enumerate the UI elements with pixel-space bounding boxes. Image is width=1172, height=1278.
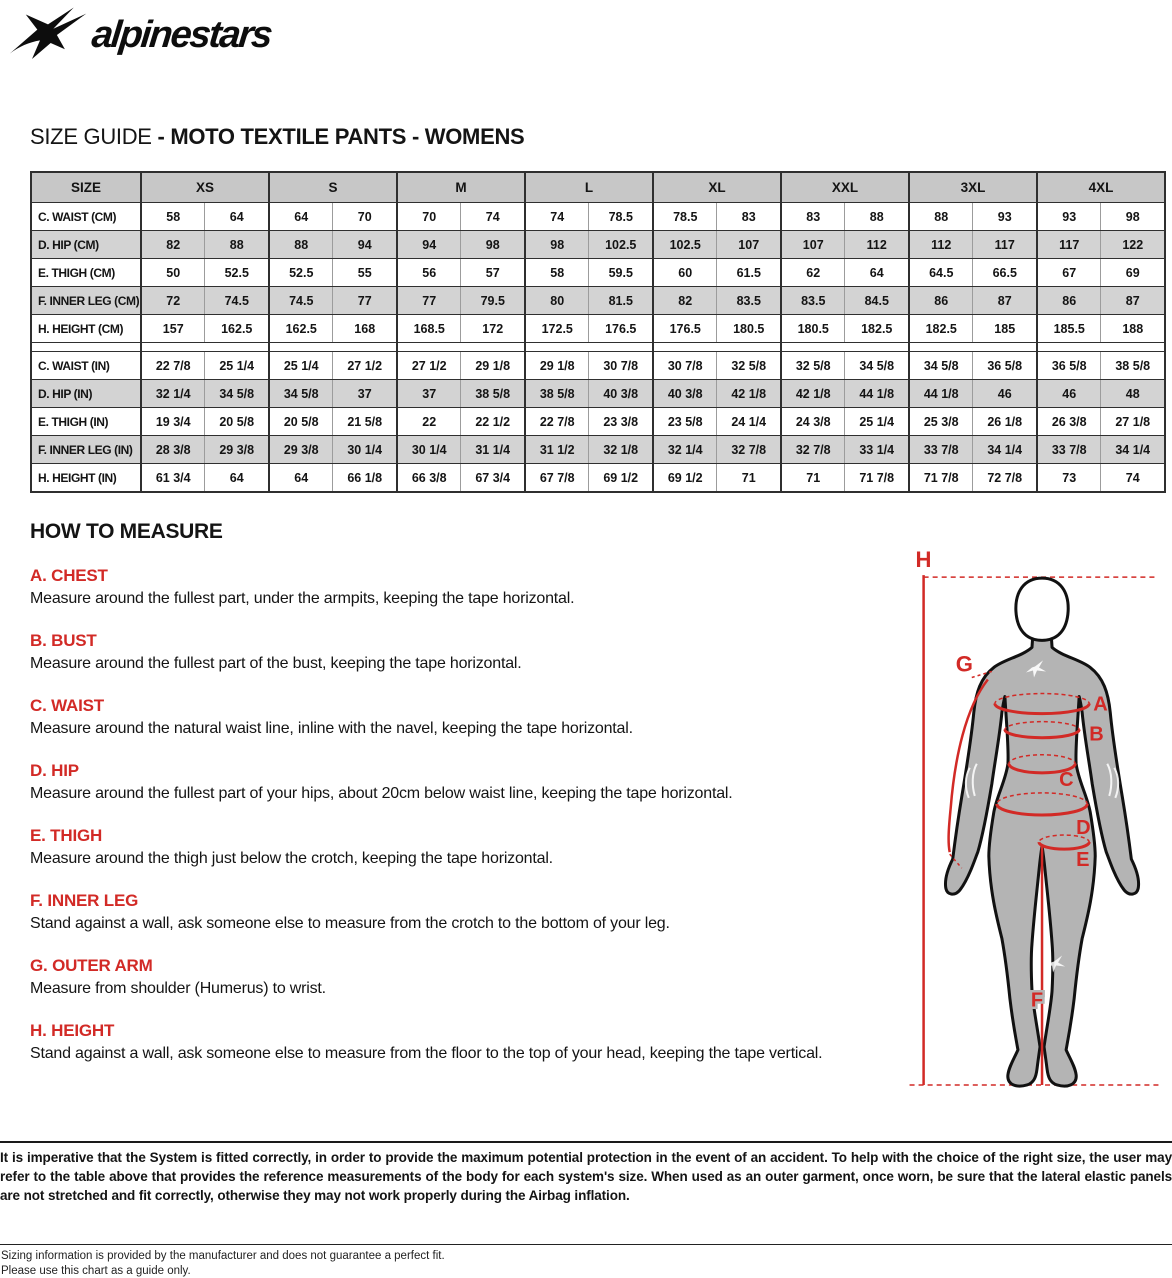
value-cell: 33 7/8 [909,436,973,464]
value-cell: 83 [781,203,845,231]
measure-item-label: H. HEIGHT [30,1021,115,1040]
divider-line-top [0,1141,1172,1143]
gap-cell [269,343,397,352]
value-cell: 30 1/4 [397,436,461,464]
gap-cell [781,343,909,352]
value-cell: 64 [845,259,909,287]
value-cell: 32 1/4 [141,380,205,408]
value-cell: 83.5 [717,287,781,315]
measure-item-label: F. INNER LEG [30,891,139,910]
figure-label-h: H [915,547,932,573]
value-cell: 80 [525,287,589,315]
value-cell: 64.5 [909,259,973,287]
fit-disclaimer: It is imperative that the System is fitted correctly, in order to provide the maximum potential protection in the event of an accident. To help with the choice of the right size, the user may refer to the table above that provides the reference measurements of the body for each system's size. When used as an outer garment, once worn, be sure that the lateral elastic panels are not stretched and fit correctly, otherwise they may not work properly during the Airbag inflation. [0,1150,1172,1204]
value-cell: 25 3/8 [909,408,973,436]
value-cell: 67 7/8 [525,464,589,493]
value-cell: 32 5/8 [717,352,781,380]
value-cell: 27 1/2 [397,352,461,380]
brand-logo [8,4,271,66]
measure-item-text: Measure around the thigh just below the crotch, keeping the tape horizontal. [30,850,553,867]
value-cell: 87 [973,287,1037,315]
figure-label-d: D [1076,817,1091,840]
size-table-header-row [31,172,1165,203]
row-label-cell: H. HEIGHT (CM) [31,315,141,343]
figure-label-e: E [1076,849,1090,872]
value-cell: 30 1/4 [333,436,397,464]
value-cell: 28 3/8 [141,436,205,464]
gap-cell [141,343,269,352]
value-cell: 29 3/8 [205,436,269,464]
figure-label-a: A [1093,693,1108,716]
value-cell: 72 [141,287,205,315]
value-cell: 185 [973,315,1037,343]
value-cell: 33 7/8 [1037,436,1101,464]
row-label-cell: E. THIGH (IN) [31,408,141,436]
value-cell: 27 1/2 [333,352,397,380]
measure-item [30,1021,912,1063]
value-cell: 34 1/4 [973,436,1037,464]
value-cell: 162.5 [269,315,333,343]
value-cell: 44 1/8 [845,380,909,408]
value-cell: 36 5/8 [973,352,1037,380]
value-cell: 34 5/8 [205,380,269,408]
value-cell: 27 1/8 [1101,408,1165,436]
value-cell: 26 3/8 [1037,408,1101,436]
value-cell: 83 [717,203,781,231]
gap-cell [397,343,525,352]
value-cell: 157 [141,315,205,343]
measure-item [30,696,912,738]
value-cell: 93 [1037,203,1101,231]
size-table [30,171,1166,493]
size-column-header: XXL [781,172,909,203]
value-cell: 44 1/8 [909,380,973,408]
value-cell: 98 [525,231,589,259]
value-cell: 72 7/8 [973,464,1037,493]
value-cell: 38 5/8 [461,380,525,408]
value-cell: 32 1/8 [589,436,653,464]
value-cell: 78.5 [653,203,717,231]
value-cell: 71 7/8 [845,464,909,493]
size-column-header: S [269,172,397,203]
gap-cell [525,343,653,352]
value-cell: 48 [1101,380,1165,408]
value-cell: 74 [525,203,589,231]
value-cell: 107 [717,231,781,259]
value-cell: 102.5 [653,231,717,259]
value-cell: 172.5 [525,315,589,343]
value-cell: 172 [461,315,525,343]
value-cell: 57 [461,259,525,287]
measure-item-label: C. WAIST [30,696,104,715]
value-cell: 176.5 [653,315,717,343]
gap-cell [653,343,781,352]
value-cell: 74.5 [205,287,269,315]
value-cell: 29 3/8 [269,436,333,464]
measure-item [30,891,912,933]
table-row [31,259,1165,287]
value-cell: 22 [397,408,461,436]
value-cell: 32 7/8 [717,436,781,464]
size-column-header: XS [141,172,269,203]
measure-item-text: Measure around the fullest part of your hips, about 20cm below waist line, keeping the tape horizontal. [30,785,733,802]
how-to-measure-items [30,566,912,1086]
value-cell: 176.5 [589,315,653,343]
value-cell: 23 3/8 [589,408,653,436]
table-row [31,380,1165,408]
value-cell: 74 [461,203,525,231]
brand-name: alpinestars [89,13,273,56]
table-row [31,315,1165,343]
measure-item-text: Measure from shoulder (Humerus) to wrist. [30,980,326,997]
value-cell: 71 7/8 [909,464,973,493]
value-cell: 84.5 [845,287,909,315]
value-cell: 71 [781,464,845,493]
value-cell: 81.5 [589,287,653,315]
gap-cell [909,343,1037,352]
value-cell: 88 [909,203,973,231]
measure-item-label: E. THIGH [30,826,103,845]
value-cell: 98 [1101,203,1165,231]
value-cell: 62 [781,259,845,287]
table-row [31,464,1165,493]
value-cell: 30 7/8 [589,352,653,380]
value-cell: 112 [845,231,909,259]
value-cell: 78.5 [589,203,653,231]
value-cell: 162.5 [205,315,269,343]
body-diagram-icon [903,545,1167,1097]
value-cell: 26 1/8 [973,408,1037,436]
table-row [31,231,1165,259]
value-cell: 82 [653,287,717,315]
measure-item-label: D. HIP [30,761,79,780]
value-cell: 46 [1037,380,1101,408]
value-cell: 42 1/8 [781,380,845,408]
row-label-cell: F. INNER LEG (IN) [31,436,141,464]
value-cell: 34 5/8 [845,352,909,380]
figure-label-g: G [955,651,973,677]
value-cell: 64 [269,203,333,231]
gap-cell [1037,343,1165,352]
value-cell: 59.5 [589,259,653,287]
value-cell: 31 1/4 [461,436,525,464]
footer-note [1,1249,445,1278]
value-cell: 58 [525,259,589,287]
value-cell: 22 7/8 [525,408,589,436]
page-title-main: - MOTO TEXTILE PANTS - WOMENS [157,124,525,149]
value-cell: 24 1/4 [717,408,781,436]
footer-line-1: Sizing information is provided by the manufacturer and does not guarantee a perfect fit. [1,1250,445,1262]
value-cell: 22 7/8 [141,352,205,380]
value-cell: 182.5 [845,315,909,343]
size-column-header: M [397,172,525,203]
value-cell: 40 3/8 [653,380,717,408]
row-label-cell: D. HIP (IN) [31,380,141,408]
measure-item-label: A. CHEST [30,566,108,585]
value-cell: 180.5 [781,315,845,343]
value-cell: 52.5 [269,259,333,287]
measure-item-text: Stand against a wall, ask someone else to measure from the crotch to the bottom of your leg. [30,915,670,932]
value-cell: 98 [461,231,525,259]
value-cell: 66 3/8 [397,464,461,493]
value-cell: 37 [333,380,397,408]
value-cell: 117 [1037,231,1101,259]
measure-item [30,956,912,998]
value-cell: 30 7/8 [653,352,717,380]
page-title [30,124,524,150]
value-cell: 74.5 [269,287,333,315]
value-cell: 182.5 [909,315,973,343]
measure-item-text: Stand against a wall, ask someone else to measure from the floor to the top of your head, keeping the tape vertical. [30,1045,823,1062]
value-cell: 22 1/2 [461,408,525,436]
value-cell: 52.5 [205,259,269,287]
footer-line-2: Please use this chart as a guide only. [1,1264,191,1277]
figure-label-b: B [1089,723,1104,746]
value-cell: 31 1/2 [525,436,589,464]
value-cell: 117 [973,231,1037,259]
value-cell: 73 [1037,464,1101,493]
value-cell: 25 1/4 [269,352,333,380]
head-outline [1016,578,1068,640]
value-cell: 64 [205,203,269,231]
value-cell: 67 [1037,259,1101,287]
value-cell: 20 5/8 [205,408,269,436]
how-to-measure-heading: HOW TO MEASURE [30,520,223,543]
value-cell: 32 1/4 [653,436,717,464]
value-cell: 20 5/8 [269,408,333,436]
measure-item-text: Measure around the fullest part, under the armpits, keeping the tape horizontal. [30,590,575,607]
value-cell: 56 [397,259,461,287]
size-column-header: 4XL [1037,172,1165,203]
value-cell: 38 5/8 [525,380,589,408]
value-cell: 79.5 [461,287,525,315]
value-cell: 74 [1101,464,1165,493]
value-cell: 58 [141,203,205,231]
row-label-cell: F. INNER LEG (CM) [31,287,141,315]
divider-line-bottom [0,1244,1172,1245]
value-cell: 69 1/2 [589,464,653,493]
row-label-cell: E. THIGH (CM) [31,259,141,287]
value-cell: 188 [1101,315,1165,343]
value-cell: 61.5 [717,259,781,287]
row-label-cell: H. HEIGHT (IN) [31,464,141,493]
value-cell: 60 [653,259,717,287]
table-row [31,287,1165,315]
value-cell: 24 3/8 [781,408,845,436]
value-cell: 66.5 [973,259,1037,287]
size-column-header: XL [653,172,781,203]
value-cell: 168 [333,315,397,343]
figure-label-f: F [1030,989,1044,1012]
value-cell: 55 [333,259,397,287]
value-cell: 93 [973,203,1037,231]
table-gap-row [31,343,1165,352]
value-cell: 67 3/4 [461,464,525,493]
value-cell: 94 [333,231,397,259]
value-cell: 107 [781,231,845,259]
value-cell: 64 [205,464,269,493]
value-cell: 34 5/8 [909,352,973,380]
measure-item [30,826,912,868]
value-cell: 34 1/4 [1101,436,1165,464]
alpinestars-star-icon [8,4,88,66]
value-cell: 122 [1101,231,1165,259]
value-cell: 94 [397,231,461,259]
value-cell: 40 3/8 [589,380,653,408]
row-label-cell: C. WAIST (CM) [31,203,141,231]
measure-item-text: Measure around the fullest part of the bust, keeping the tape horizontal. [30,655,522,672]
value-cell: 23 5/8 [653,408,717,436]
value-cell: 86 [1037,287,1101,315]
value-cell: 21 5/8 [333,408,397,436]
value-cell: 185.5 [1037,315,1101,343]
value-cell: 36 5/8 [1037,352,1101,380]
value-cell: 70 [397,203,461,231]
size-column-header: 3XL [909,172,1037,203]
table-row [31,203,1165,231]
value-cell: 86 [909,287,973,315]
value-cell: 71 [717,464,781,493]
value-cell: 82 [141,231,205,259]
measure-item [30,566,912,608]
value-cell: 64 [269,464,333,493]
value-cell: 88 [205,231,269,259]
value-cell: 88 [845,203,909,231]
value-cell: 25 1/4 [845,408,909,436]
value-cell: 168.5 [397,315,461,343]
value-cell: 33 1/4 [845,436,909,464]
value-cell: 87 [1101,287,1165,315]
row-label-cell: D. HIP (CM) [31,231,141,259]
table-row [31,352,1165,380]
measurement-figure [903,545,1167,1097]
table-row [31,408,1165,436]
value-cell: 32 5/8 [781,352,845,380]
value-cell: 38 5/8 [1101,352,1165,380]
measure-item [30,761,912,803]
value-cell: 25 1/4 [205,352,269,380]
value-cell: 32 7/8 [781,436,845,464]
measure-item-label: B. BUST [30,631,97,650]
value-cell: 61 3/4 [141,464,205,493]
value-cell: 112 [909,231,973,259]
table-row [31,436,1165,464]
measure-item-label: G. OUTER ARM [30,956,153,975]
value-cell: 69 1/2 [653,464,717,493]
row-label-cell: C. WAIST (IN) [31,352,141,380]
value-cell: 29 1/8 [461,352,525,380]
measure-item-text: Measure around the natural waist line, inline with the navel, keeping the tape horizontal. [30,720,633,737]
size-table-corner-header: SIZE [31,172,141,203]
value-cell: 46 [973,380,1037,408]
value-cell: 42 1/8 [717,380,781,408]
value-cell: 66 1/8 [333,464,397,493]
value-cell: 29 1/8 [525,352,589,380]
value-cell: 19 3/4 [141,408,205,436]
value-cell: 37 [397,380,461,408]
gap-cell [31,343,141,352]
size-column-header: L [525,172,653,203]
size-table-wrap [30,171,1166,493]
page-title-prefix: SIZE GUIDE [30,124,152,149]
value-cell: 70 [333,203,397,231]
value-cell: 34 5/8 [269,380,333,408]
value-cell: 77 [397,287,461,315]
value-cell: 88 [269,231,333,259]
measure-item [30,631,912,673]
value-cell: 69 [1101,259,1165,287]
value-cell: 180.5 [717,315,781,343]
value-cell: 102.5 [589,231,653,259]
value-cell: 50 [141,259,205,287]
value-cell: 77 [333,287,397,315]
figure-label-c: C [1059,768,1074,791]
value-cell: 83.5 [781,287,845,315]
